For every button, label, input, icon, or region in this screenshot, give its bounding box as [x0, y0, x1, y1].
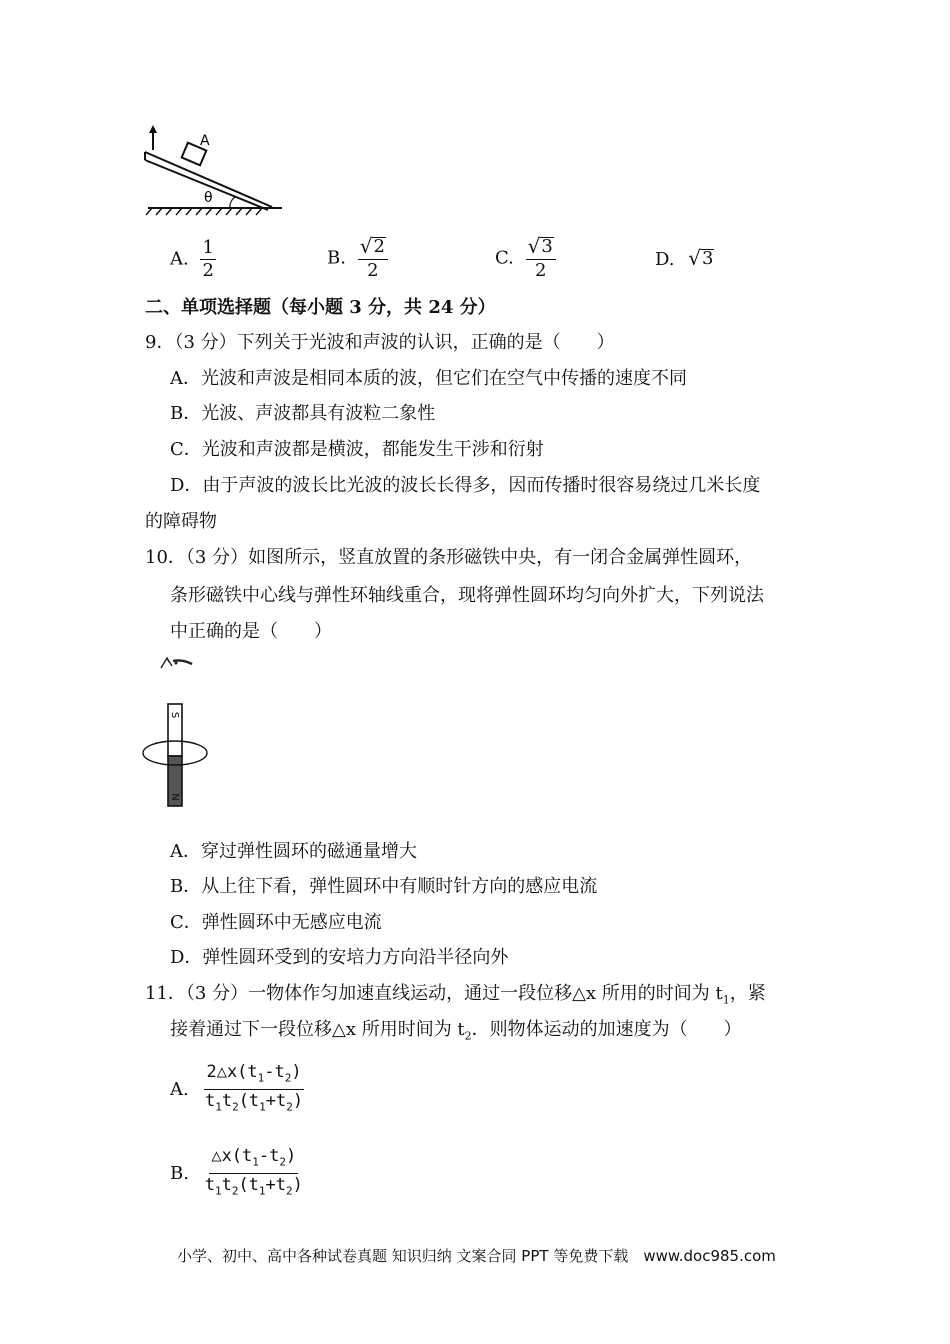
- sqrt: √ 2: [359, 234, 385, 258]
- incline-figure: [140, 122, 290, 217]
- denominator: 2: [367, 260, 379, 281]
- numerator: [358, 236, 388, 260]
- magnet-s-label: S: [169, 711, 180, 719]
- q11-stem-text: ，紧: [729, 983, 766, 1004]
- scan-artifact-mark: [158, 652, 198, 672]
- q8-option-b: [327, 236, 388, 281]
- option-letter: B.: [170, 1162, 189, 1184]
- q9-option-d-cont: 的障碍物: [145, 511, 217, 532]
- option-letter: C.: [495, 247, 514, 269]
- denominator: 2: [202, 260, 214, 281]
- denominator: $t_1t_2(t_1+t_2)$: [204, 1175, 303, 1198]
- q10-option-c: C．弹性圆环中无感应电流: [170, 912, 382, 933]
- numerator: $\triangle x(t_1-t_2)$: [209, 1146, 298, 1174]
- q10-option-d: D．弹性圆环受到的安培力方向沿半径向外: [170, 947, 509, 968]
- sqrt: √ 3: [688, 246, 714, 270]
- option-letter: A.: [170, 1078, 189, 1100]
- option-letter: D.: [655, 249, 675, 270]
- q11-stem-text: 接着通过下一段位移△x 所用时间为 t: [170, 1019, 465, 1040]
- q9-option-d: D．由于声波的波长比光波的波长长得多，因而传播时很容易绕过几米长度: [170, 475, 761, 496]
- numerator: [526, 236, 556, 260]
- option-letter: A.: [170, 248, 189, 270]
- subscript: 2: [464, 1029, 472, 1043]
- ground-hatching: [146, 208, 262, 215]
- q11-stem-text: ．则物体运动的加速度为（ ）: [471, 1019, 742, 1040]
- sqrt: √ 3: [527, 234, 553, 258]
- q11-option-b: [170, 1146, 303, 1202]
- fraction: [358, 236, 388, 281]
- q8-option-c: [495, 236, 556, 281]
- fraction: [204, 1062, 303, 1118]
- section-title: 二、单项选择题（每小题 3 分，共 24 分）: [145, 297, 496, 318]
- q11-stem-line1: [145, 982, 766, 1013]
- q10-stem-line3: 中正确的是（ ）: [170, 621, 332, 642]
- q9-stem: 9．（3 分）下列关于光波和声波的认识，正确的是（ ）: [145, 332, 615, 353]
- q9-option-b: B．光波、声波都具有波粒二象性: [170, 403, 436, 424]
- q10-stem-line2: 条形磁铁中心线与弹性环轴线重合，现将弹性圆环均匀向外扩大，下列说法: [170, 585, 764, 606]
- q9-option-a: A．光波和声波是相同本质的波，但它们在空气中传播的速度不同: [170, 368, 687, 389]
- q10-stem-line1: 10．（3 分）如图所示，竖直放置的条形磁铁中央，有一闭合金属弹性圆环，: [145, 547, 753, 568]
- fraction: [205, 1146, 303, 1202]
- q8-option-d: [655, 248, 714, 272]
- q11-stem-line2: [170, 1018, 742, 1049]
- magnet-figure: [138, 702, 208, 812]
- radicand: 3: [541, 236, 553, 257]
- q10-option-b: B．从上往下看，弹性圆环中有顺时针方向的感应电流: [170, 876, 598, 897]
- block-label: A: [200, 133, 210, 149]
- fraction: [526, 236, 556, 281]
- page-footer: 小学、初中、高中各种试卷真题 知识归纳 文案合同 PPT 等免费下载 www.doc985.com: [177, 1247, 776, 1265]
- q8-option-a: [170, 238, 216, 281]
- q10-option-a: A．穿过弹性圆环的磁通量增大: [170, 841, 417, 862]
- magnet-n-label: N: [169, 793, 180, 801]
- option-letter: B.: [327, 247, 346, 269]
- radicand: 2: [373, 236, 385, 257]
- q11-stem-text: 11．（3 分）一物体作匀加速直线运动，通过一段位移△x 所用的时间为 t: [145, 983, 723, 1004]
- force-arrow-head: [149, 125, 157, 133]
- numerator: $2\triangle x(t_1-t_2)$: [204, 1062, 303, 1090]
- angle-label: θ: [204, 190, 213, 206]
- numerator: 1: [202, 237, 214, 258]
- q9-option-c: C．光波和声波都是横波，都能发生干涉和衍射: [170, 439, 544, 460]
- subscript: 1: [722, 993, 730, 1007]
- radicand: 3: [702, 248, 714, 269]
- fraction: [200, 238, 215, 281]
- denominator: 2: [534, 260, 547, 281]
- q11-option-a: [170, 1062, 304, 1118]
- angle-arc: [230, 197, 235, 208]
- denominator: $t_1t_2(t_1+t_2)$: [204, 1091, 304, 1114]
